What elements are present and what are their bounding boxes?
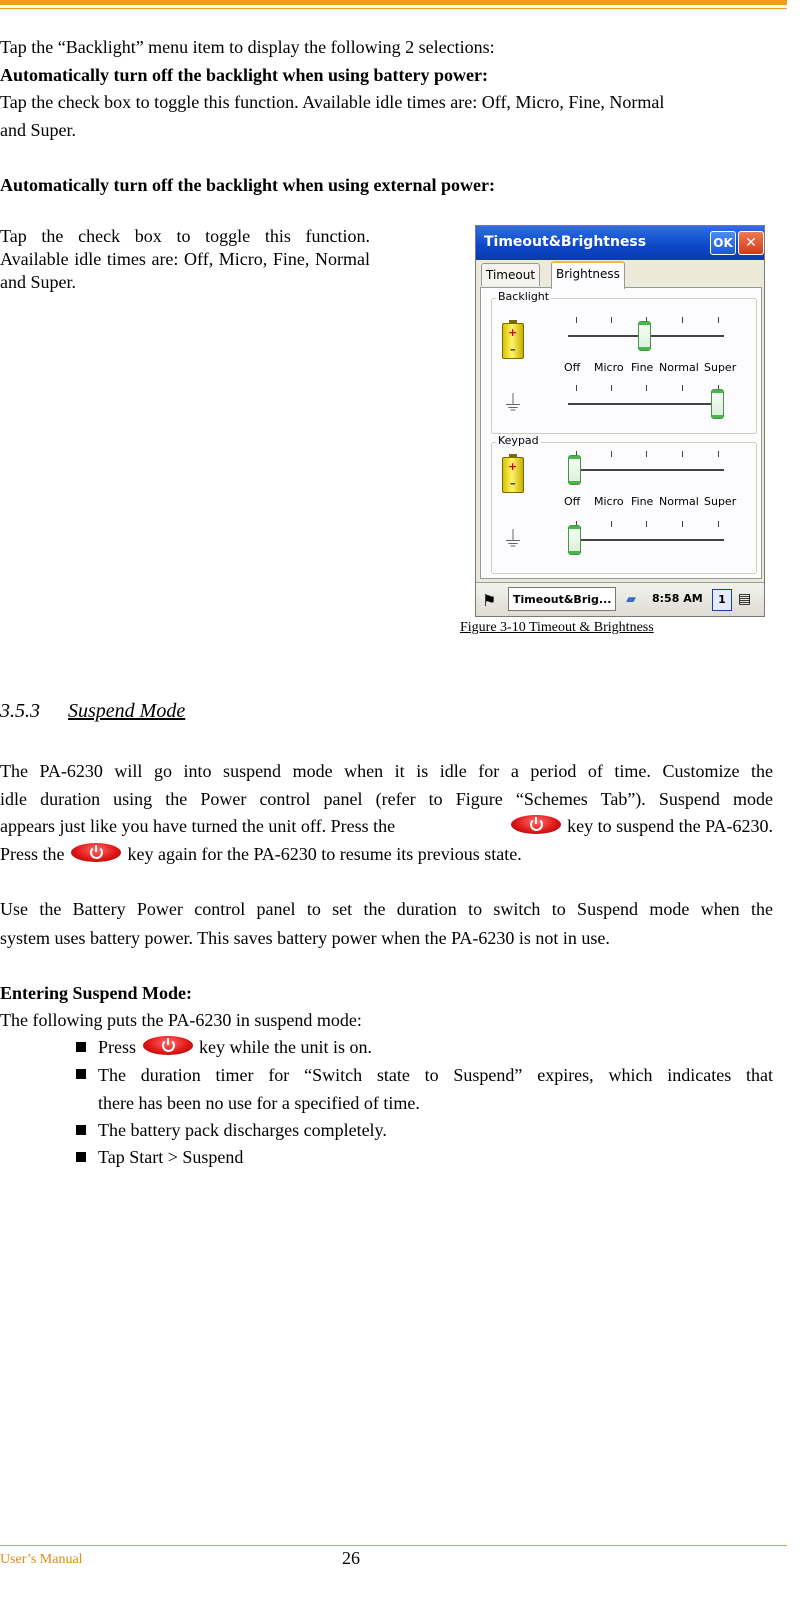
connectivity-icon[interactable]: ▰ (626, 592, 636, 607)
section-title: Suspend Mode (68, 700, 186, 722)
intro-line: Tap the “Backlight” menu item to display the following 2 selections: (0, 37, 495, 57)
clock[interactable]: 8:58 AM (652, 592, 703, 605)
bullet-marker (76, 1125, 86, 1135)
entering-heading: Entering Suspend Mode: (0, 983, 193, 1003)
keypad-group-label: Keypad (498, 434, 539, 447)
para1-line2: idle duration using the Power control panel (refer to Figure “Schemes Tab”). Suspend mode (0, 789, 773, 809)
power-key-icon (143, 1036, 193, 1055)
para1-line3 (0, 812, 773, 840)
para1-line4 (0, 840, 522, 868)
tab-timeout[interactable]: Timeout (481, 263, 540, 286)
para1-line1: The PA-6230 will go into suspend mode when it is idle for a period of time. Customize the (0, 761, 773, 781)
power-key-icon (71, 843, 121, 862)
level-label-micro: Micro (594, 495, 624, 508)
keypad-battery-track (568, 469, 724, 472)
figure-caption: Figure 3-10 Timeout & Brightness (460, 620, 654, 635)
level-label-off: Off (564, 495, 581, 508)
para1-line3-a: appears just like you have turned the unit off. Press the (0, 816, 396, 836)
bullet-4: Tap Start > Suspend (98, 1147, 244, 1167)
close-button[interactable]: ✕ (738, 231, 764, 255)
section-heading (0, 700, 185, 723)
sip-button[interactable]: 1 (712, 589, 732, 611)
footer-manual-label: User’s Manual (0, 1552, 83, 1567)
desktop-icon[interactable]: ▤ (738, 591, 752, 607)
timeout-brightness-dialog (475, 225, 765, 617)
para2-line2: system uses battery power. This saves battery power when the PA-6230 is not in use. (0, 928, 610, 948)
footer-rule (0, 1545, 787, 1546)
dialog-title: Timeout&Brightness (484, 234, 647, 250)
level-label-normal: Normal (659, 495, 699, 508)
bullet-2-line2: there has been no use for a specified of time. (98, 1093, 420, 1113)
section-number: 3.5.3 (0, 700, 40, 722)
keypad-external-track (568, 539, 724, 542)
para1-line3-b: key to suspend the PA-6230. (567, 816, 773, 836)
backlight-external-track (568, 403, 724, 406)
level-label-super: Super (704, 495, 737, 508)
brightness-panel (480, 287, 762, 579)
level-label-super: Super (704, 361, 737, 374)
level-label-micro: Micro (594, 361, 624, 374)
level-label-normal: Normal (659, 361, 699, 374)
header-rule-thick (0, 0, 787, 5)
bullet-2-line1: The duration timer for “Switch state to Suspend” expires, which indicates that (98, 1065, 773, 1085)
battery-heading: Automatically turn off the backlight when using battery power: (0, 65, 488, 85)
bullet-1-a: Press (98, 1037, 137, 1057)
bullet-marker (76, 1152, 86, 1162)
keypad-group (491, 434, 757, 574)
level-label-fine: Fine (631, 495, 654, 508)
start-flag-icon[interactable]: ⚑ (482, 591, 497, 610)
level-label-fine: Fine (631, 361, 654, 374)
power-key-icon (511, 815, 561, 834)
plug-icon: ⏚ (502, 528, 525, 553)
bullet-3: The battery pack discharges completely. (98, 1120, 387, 1140)
external-heading: Automatically turn off the backlight when using external power: (0, 175, 495, 195)
para1-line4-a: Press the (0, 844, 65, 864)
battery-text-line1: Tap the check box to toggle this function. Available idle times are: Off, Micro, Fine, Normal (0, 92, 665, 112)
bullet-1 (98, 1033, 372, 1061)
dialog-titlebar (476, 226, 764, 260)
external-text: Tap the check box to toggle this function. Available idle times are: Off, Micro, Fine, Normal and Super. (0, 226, 370, 292)
level-label-off: Off (564, 361, 581, 374)
plug-icon: ⏚ (502, 392, 525, 417)
backlight-group (491, 290, 757, 434)
battery-icon: + – (502, 457, 524, 493)
ok-button[interactable]: OK (710, 231, 736, 255)
entering-intro: The following puts the PA-6230 in suspend mode: (0, 1010, 362, 1030)
bullet-1-b: key while the unit is on. (199, 1037, 372, 1057)
para1-line4-b: key again for the PA-6230 to resume its previous state. (127, 844, 522, 864)
page-number: 26 (342, 1548, 360, 1568)
backlight-group-label: Backlight (498, 290, 550, 303)
backlight-external-slider[interactable] (711, 389, 724, 419)
bullet-marker (76, 1042, 86, 1052)
bullet-marker (76, 1069, 86, 1079)
backlight-battery-slider[interactable] (638, 321, 651, 351)
header-rule-thin (0, 8, 787, 9)
keypad-battery-slider[interactable] (568, 455, 581, 485)
tab-brightness[interactable]: Brightness (551, 261, 625, 289)
taskbar-task-button[interactable]: Timeout&Brig... (508, 587, 616, 611)
para2-line1: Use the Battery Power control panel to set the duration to switch to Suspend mode when the (0, 899, 773, 919)
keypad-external-slider[interactable] (568, 525, 581, 555)
taskbar (476, 582, 764, 617)
battery-text-line2: and Super. (0, 120, 76, 140)
battery-icon: + – (502, 323, 524, 359)
